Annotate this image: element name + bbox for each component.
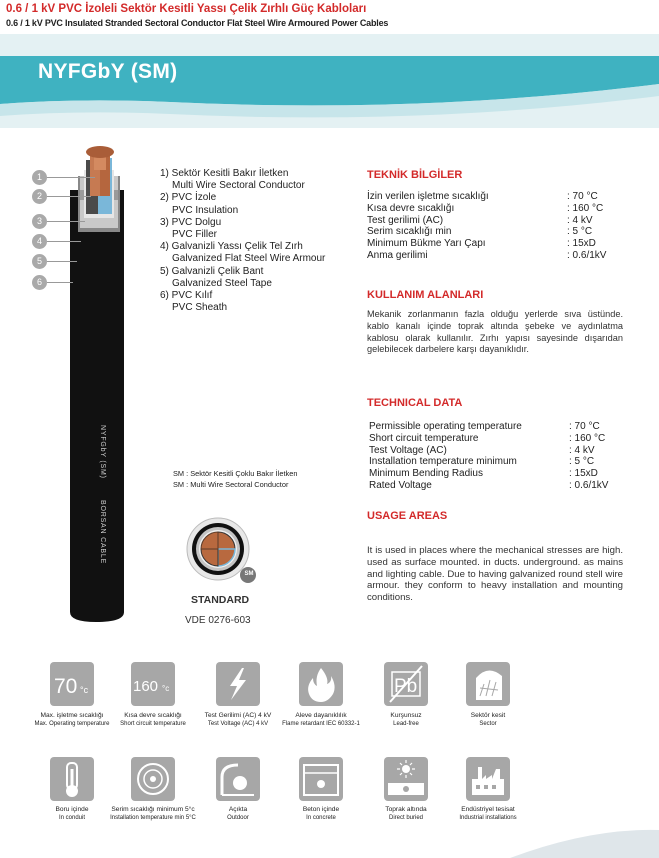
component-6-tr: 6) PVC Kılıf xyxy=(160,290,213,302)
direct-buried-icon xyxy=(384,757,428,801)
svg-text:°c: °c xyxy=(162,684,170,693)
kullanim-title: KULLANIM ALANLARI xyxy=(367,289,484,301)
svg-text:160: 160 xyxy=(133,678,159,695)
component-3-en: PVC Filler xyxy=(172,229,218,241)
installation-temperature-icon xyxy=(131,757,175,801)
in-concrete-caption: Beton içinde In concrete xyxy=(302,806,340,822)
technical-row: Short circuit temperature : 160 °C xyxy=(369,432,606,444)
component-1-tr: 1) Sektör Kesitli Bakır İletken xyxy=(160,168,289,179)
technical-row: Minimum Bending Radius : 15xD xyxy=(369,468,598,480)
marker-3: 3 xyxy=(32,214,47,229)
industrial-installations-icon xyxy=(466,757,510,801)
max-operating-temperature-icon xyxy=(50,662,94,706)
svg-text:Pb: Pb xyxy=(394,676,418,697)
component-2-en: PVC Insulation xyxy=(172,204,239,216)
lead-free-caption: Kurşunsuz Lead-free xyxy=(390,712,422,728)
in-conduit-caption: Boru içinde In conduit xyxy=(55,806,89,822)
sector-conductor-caption: Sektör kesit Sector xyxy=(470,712,506,728)
teknik-table xyxy=(367,191,606,262)
test-voltage-caption: Test Gerilimi (AC) 4 kV Test Voltage (AC) 4 kV xyxy=(204,712,272,728)
sm-badge: SM xyxy=(244,571,254,577)
sm-note xyxy=(173,468,297,490)
usage-text: It is used in places where the mechanical stresses are high. used as surface mounted. in ducts. underground. as mains and lighting cable. Due to having galvanized round stell wire armour. they conform to heavy installation and mounting conditions. xyxy=(367,545,623,604)
flame-retardant-caption: Aleve dayanıklılık Flame retardant IEC 60332-1 xyxy=(282,712,360,728)
test-voltage-icon xyxy=(216,662,260,706)
usage-title: USAGE AREAS xyxy=(367,510,448,522)
marker-6: 6 xyxy=(32,275,47,290)
component-1-en: Multi Wire Sectoral Conductor xyxy=(172,180,305,192)
outdoor-icon xyxy=(216,757,260,801)
industrial-installations-caption: Endüstriyel tesisat Industrial installations xyxy=(459,806,517,822)
technical-row: Test Voltage (AC) : 4 kV xyxy=(369,444,595,456)
sm-note-tr: SM : Sektör Kesitli Çoklu Bakır İletken xyxy=(173,469,298,478)
page-title-en: 0.6 / 1 kV PVC Insulated Stranded Sectoral Conductor Flat Steel Wire Armoured Power Cables xyxy=(6,18,389,28)
teknik-row: Anma gerilimi : 0.6/1kV xyxy=(367,249,607,261)
marker-1: 1 xyxy=(32,170,47,185)
installation-temperature-caption: Serim sıcaklığı minimum 5°c Installation temperature min 5°C xyxy=(110,806,196,822)
page-title-tr: 0.6 / 1 kV PVC İzoleli Sektör Kesitli Yassı Çelik Zırhlı Güç Kabloları xyxy=(6,3,367,15)
teknik-row: Test gerilimi (AC) : 4 kV xyxy=(367,214,593,226)
outdoor-caption: Açıkta Outdoor xyxy=(227,806,249,822)
max-operating-temperature-caption: Max. işletme sıcaklığı Max. Operating temperature xyxy=(34,712,110,728)
technical-row: Rated Voltage : 0.6/1kV xyxy=(369,479,609,491)
in-conduit-icon xyxy=(50,757,94,801)
teknik-title: TEKNİK BİLGİLER xyxy=(367,169,463,181)
cable-model: NYFGbY (SM) xyxy=(38,60,178,83)
teknik-row: Minimum Bükme Yarı Çapı : 15xD xyxy=(367,238,596,250)
component-5-tr: 5) Galvanizli Çelik Bant xyxy=(160,265,264,277)
teknik-row: İzin verilen işletme sıcaklığı : 70 °C xyxy=(367,191,598,202)
technical-table xyxy=(369,421,608,492)
decorative-swoosh xyxy=(470,808,659,858)
cable-print-model: NYFGbY (SM) xyxy=(99,425,106,479)
component-4-tr: 4) Galvanizli Yassı Çelik Tel Zırh xyxy=(160,241,303,253)
marker-2: 2 xyxy=(32,189,47,204)
flame-retardant-icon xyxy=(299,662,343,706)
sm-note-en: SM : Multi Wire Sectoral Conductor xyxy=(173,480,289,489)
component-4-en: Galvanized Flat Steel Wire Armour xyxy=(172,253,326,265)
teknik-row: Kısa devre sıcaklığı : 160 °C xyxy=(367,202,604,214)
component-3-tr: 3) PVC Dolgu xyxy=(160,216,222,228)
svg-text:°c: °c xyxy=(80,685,89,695)
svg-text:70: 70 xyxy=(54,675,78,698)
marker-4: 4 xyxy=(32,234,47,249)
short-circuit-temperature-icon xyxy=(131,662,175,706)
technical-title: TECHNICAL DATA xyxy=(367,397,463,409)
marker-5: 5 xyxy=(32,254,47,269)
standard-label: STANDARD xyxy=(191,594,250,606)
component-5-en: Galvanized Steel Tape xyxy=(172,277,272,289)
component-2-tr: 2) PVC İzole xyxy=(160,192,217,204)
short-circuit-temperature-caption: Kısa devre sıcaklığı Short circuit temperature xyxy=(120,712,186,728)
sector-conductor-icon xyxy=(466,662,510,706)
lead-free-icon xyxy=(384,662,428,706)
kullanim-text: Mekanik zorlanmanın fazla olduğu yerlerde sıva üstünde. kablo kanalı içinde toprak altında şebeke ve aydınlatma kablosu olarak kullanılır. Zırhı yapısı sayesinde dışarıdan gelebilecek darbelere karşı dayanıklıdır. xyxy=(367,309,623,355)
cable-print-brand: BORSAN CABLE xyxy=(99,500,106,565)
standard-value: VDE 0276-603 xyxy=(185,615,251,626)
technical-row: Installation temperature minimum : 5 °C xyxy=(369,456,595,468)
component-list xyxy=(160,168,325,314)
direct-buried-caption: Toprak altında Direct buried xyxy=(385,806,427,822)
teknik-row: Serim sıcaklığı min : 5 °C xyxy=(367,226,593,238)
component-6-en: PVC Sheath xyxy=(172,302,228,314)
in-concrete-icon xyxy=(299,757,343,801)
technical-row: Permissible operating temperature : 70 °C xyxy=(369,421,600,432)
